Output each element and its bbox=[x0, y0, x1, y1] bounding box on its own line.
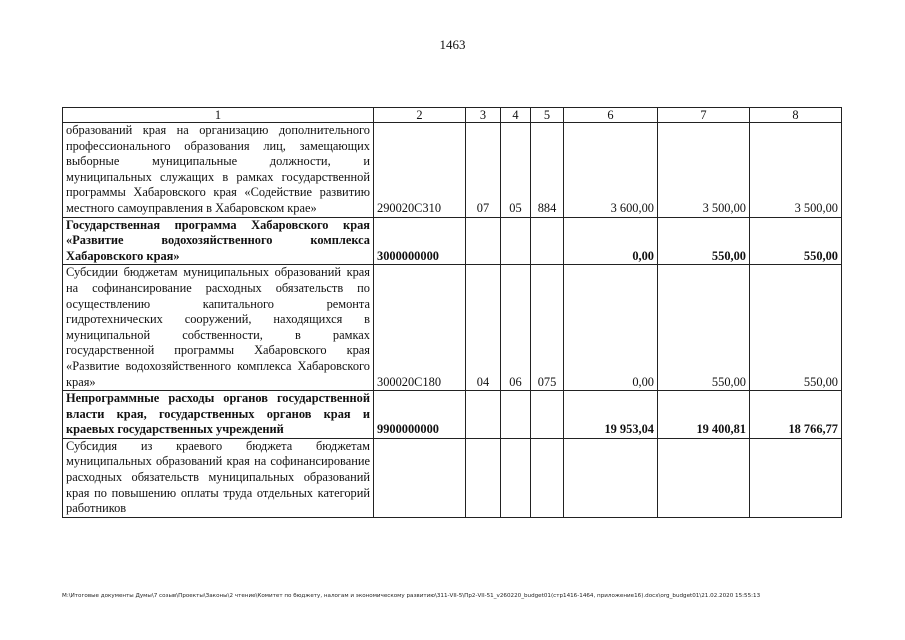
subsection-code bbox=[501, 438, 531, 517]
target-article-code: 9900000000 bbox=[374, 391, 466, 439]
target-article-code: 290020С310 bbox=[374, 123, 466, 218]
target-article-code: 3000000000 bbox=[374, 217, 466, 265]
column-header: 8 bbox=[750, 108, 842, 123]
row-description: Субсидия из краевого бюджета бюджетам муниципальных образований края на софинансирование расходных обязательств муниципальных образований края по повышению оплаты труда отдельных категорий работников bbox=[63, 438, 374, 517]
subsection-code: 06 bbox=[501, 265, 531, 391]
expense-type-code bbox=[531, 217, 564, 265]
document-file-path: M:\Итоговые документы Думы\7 созыв\Проекты\Законы\2 чтение\Комитет по бюджету, налогам и экономическому развитию\311-VII-5\Пр2-VII-51_v260220_budget01(стр1416-1464, приложение16).docx\org_budget01\21.02.2020 15:55:13 bbox=[62, 593, 761, 599]
amount-col6: 0,00 bbox=[564, 217, 658, 265]
table-row bbox=[63, 123, 842, 218]
column-header: 6 bbox=[564, 108, 658, 123]
target-article-code bbox=[374, 438, 466, 517]
target-article-code: 300020С180 bbox=[374, 265, 466, 391]
column-header: 3 bbox=[466, 108, 501, 123]
section-code bbox=[466, 438, 501, 517]
amount-col7: 3 500,00 bbox=[658, 123, 750, 218]
column-header: 7 bbox=[658, 108, 750, 123]
expense-type-code bbox=[531, 391, 564, 439]
amount-col7: 550,00 bbox=[658, 217, 750, 265]
row-description: Непрограммные расходы органов государственной власти края, государственных органов края и краевых государственных учреждений bbox=[63, 391, 374, 439]
table-row bbox=[63, 438, 842, 517]
section-code bbox=[466, 391, 501, 439]
amount-col8: 18 766,77 bbox=[750, 391, 842, 439]
table-row bbox=[63, 391, 842, 439]
section-code: 04 bbox=[466, 265, 501, 391]
amount-col7: 19 400,81 bbox=[658, 391, 750, 439]
expense-type-code: 075 bbox=[531, 265, 564, 391]
amount-col8: 550,00 bbox=[750, 217, 842, 265]
amount-col8 bbox=[750, 438, 842, 517]
column-header: 2 bbox=[374, 108, 466, 123]
amount-col6: 3 600,00 bbox=[564, 123, 658, 218]
amount-col7 bbox=[658, 438, 750, 517]
amount-col8: 550,00 bbox=[750, 265, 842, 391]
section-code bbox=[466, 217, 501, 265]
section-code: 07 bbox=[466, 123, 501, 218]
amount-col6: 0,00 bbox=[564, 265, 658, 391]
column-header: 5 bbox=[531, 108, 564, 123]
table-row bbox=[63, 217, 842, 265]
page-number: 1463 bbox=[439, 37, 466, 52]
table-row bbox=[63, 265, 842, 391]
row-description: Субсидии бюджетам муниципальных образований края на софинансирование расходных обязательств по осуществлению капитального ремонта гидротехнических сооружений, находящихся в муниципальной собственности, в рамках государственной программы Хабаровского края «Развитие водохозяйственного комплекса Хабаровского края» bbox=[63, 265, 374, 391]
subsection-code: 05 bbox=[501, 123, 531, 218]
subsection-code bbox=[501, 391, 531, 439]
column-header: 1 bbox=[63, 108, 374, 123]
expense-type-code: 884 bbox=[531, 123, 564, 218]
subsection-code bbox=[501, 217, 531, 265]
amount-col6: 19 953,04 bbox=[564, 391, 658, 439]
column-header: 4 bbox=[501, 108, 531, 123]
budget-table bbox=[62, 107, 842, 518]
amount-col8: 3 500,00 bbox=[750, 123, 842, 218]
expense-type-code bbox=[531, 438, 564, 517]
column-number-row bbox=[63, 108, 842, 123]
amount-col7: 550,00 bbox=[658, 265, 750, 391]
row-description: Государственная программа Хабаровского края «Развитие водохозяйственного комплекса Хабаровского края» bbox=[63, 217, 374, 265]
amount-col6 bbox=[564, 438, 658, 517]
row-description: образований края на организацию дополнительного профессионального образования лиц, замещающих выборные муниципальные должности, и муниципальных служащих в рамках государственной программы Хабаровского края «Содействие развитию местного самоуправления в Хабаровском крае» bbox=[63, 123, 374, 218]
